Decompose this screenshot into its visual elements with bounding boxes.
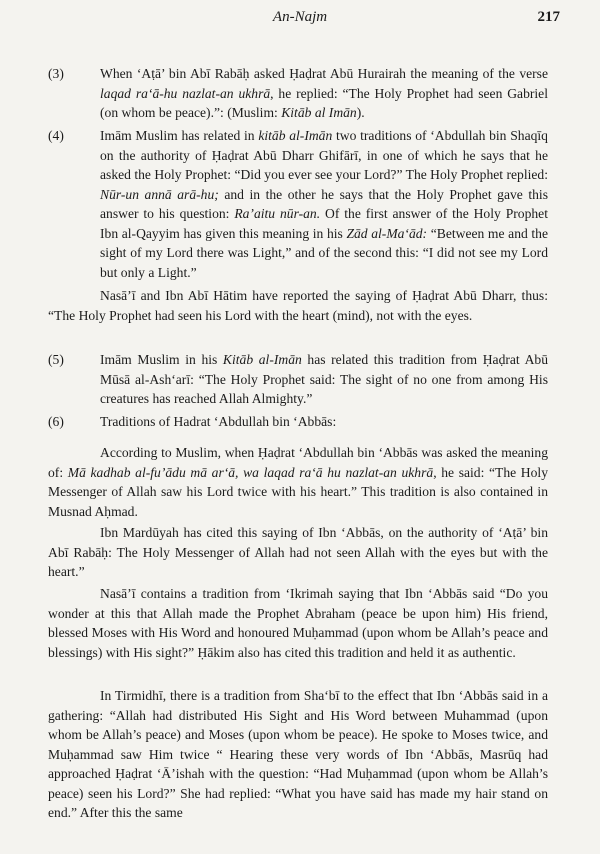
item-text: Traditions of Hadrat ‘Abdullah bin ‘Abbās:: [100, 414, 337, 429]
item-number: (6): [48, 414, 64, 429]
paragraph: In Tirmidhī, there is a tradition from Sha‘bī to the effect that Ibn ‘Abbās said in a gathering: “Allah had distributed His Sight and His Word between Muhammad (upon whom be Allah’s peace) and Moses (upon whom be peace). He spoke to Moses twice, and Muḥammad saw Him twice “ Hearing these very words of Ibn ‘Abbās, Masrūq had approached Ḥaḍrat ‘Ā’ishah with the question: “Had Muḥammad (upon whom be Allah’s peace) seen his Lord?” She had replied: “What you have said has made my hair stand on end.” After this the same: [48, 688, 548, 820]
item-number: (4): [48, 128, 64, 143]
item-text: Imām Muslim in his Kitāb al-Imān has related this tradition from Ḥaḍrat Abū Mūsā al-Ash‘arī: “The Holy Prophet said: The sight of no one from among His creatures has reached Allah Almighty.”: [100, 352, 548, 406]
item-5: [48, 350, 548, 409]
paragraph: Nasā’ī contains a tradition from ‘Ikrimah saying that Ibn ‘Abbās said “Do you wonder at this that Allah made the Prophet Abraham (peace be upon him) His friend, blessed Moses with His Word and honoured Muḥammad (upon whom be Allah’s peace and blessings) with His sight?” Ḥākim also has cited this tradition and held it as authentic.: [48, 586, 548, 660]
paragraph: According to Muslim, when Ḥaḍrat ‘Abdullah bin ‘Abbās was asked the meaning of: Mā kadhab al-fu’ādu mā ar‘ā, wa laqad ra‘ā hu nazlat-an ukhrā, he said: “The Holy Messenger of Allah saw his Lord twice with his heart.” This tradition is also contained in Musnad Aḥmad.: [48, 445, 548, 519]
item-number: (5): [48, 352, 64, 367]
item-6: [48, 412, 548, 432]
item-text: Imām Muslim has related in kitāb al-Imān two traditions of ‘Abdullah bin Shaqīq on the authority of Ḥaḍrat Abū Dharr Ghifārī, in one of which he says that he asked the Holy Prophet: “Did you ever see your Lord?” The Holy Prophet replied: Nūr-un annā arā-hu; and in the other he says that the Holy Prophet gave this answer to his question: Ra’aitu nūr-an. Of the first answer of the Holy Prophet Ibn al-Qayyim has given this meaning in his Zād al-Ma‘ād: “Between me and the sight of my Lord there was Light,” and of the second this: “I did not see my Lord but only a Light.”: [100, 128, 549, 280]
paragraph: Ibn Mardūyah has cited this saying of Ibn ‘Abbās, on the authority of ‘Aṭā’ bin Abī Rabāḥ: The Holy Messenger of Allah had not seen Allah with the eyes but with the heart.”: [48, 525, 548, 579]
paragraph: Nasā’ī and Ibn Abī Hātim have reported the saying of Ḥaḍrat Abū Dharr, thus: “The Holy Prophet had seen his Lord with the heart (mind), not with the eyes.: [48, 288, 548, 323]
item-text: When ‘Aṭā’ bin Abī Rabāḥ asked Ḥaḍrat Abū Hurairah the meaning of the verse laqad ra‘ā-hu nazlat-an ukhrā, he replied: “The Holy Prophet had seen Gabriel (on whom be peace).”: (Muslim: Kitāb al Imān).: [100, 66, 548, 120]
item-number: (3): [48, 66, 64, 81]
item-4: [48, 126, 548, 282]
page-number: 217: [537, 9, 560, 25]
item-3: [48, 64, 548, 123]
running-title: An-Najm: [272, 9, 328, 25]
